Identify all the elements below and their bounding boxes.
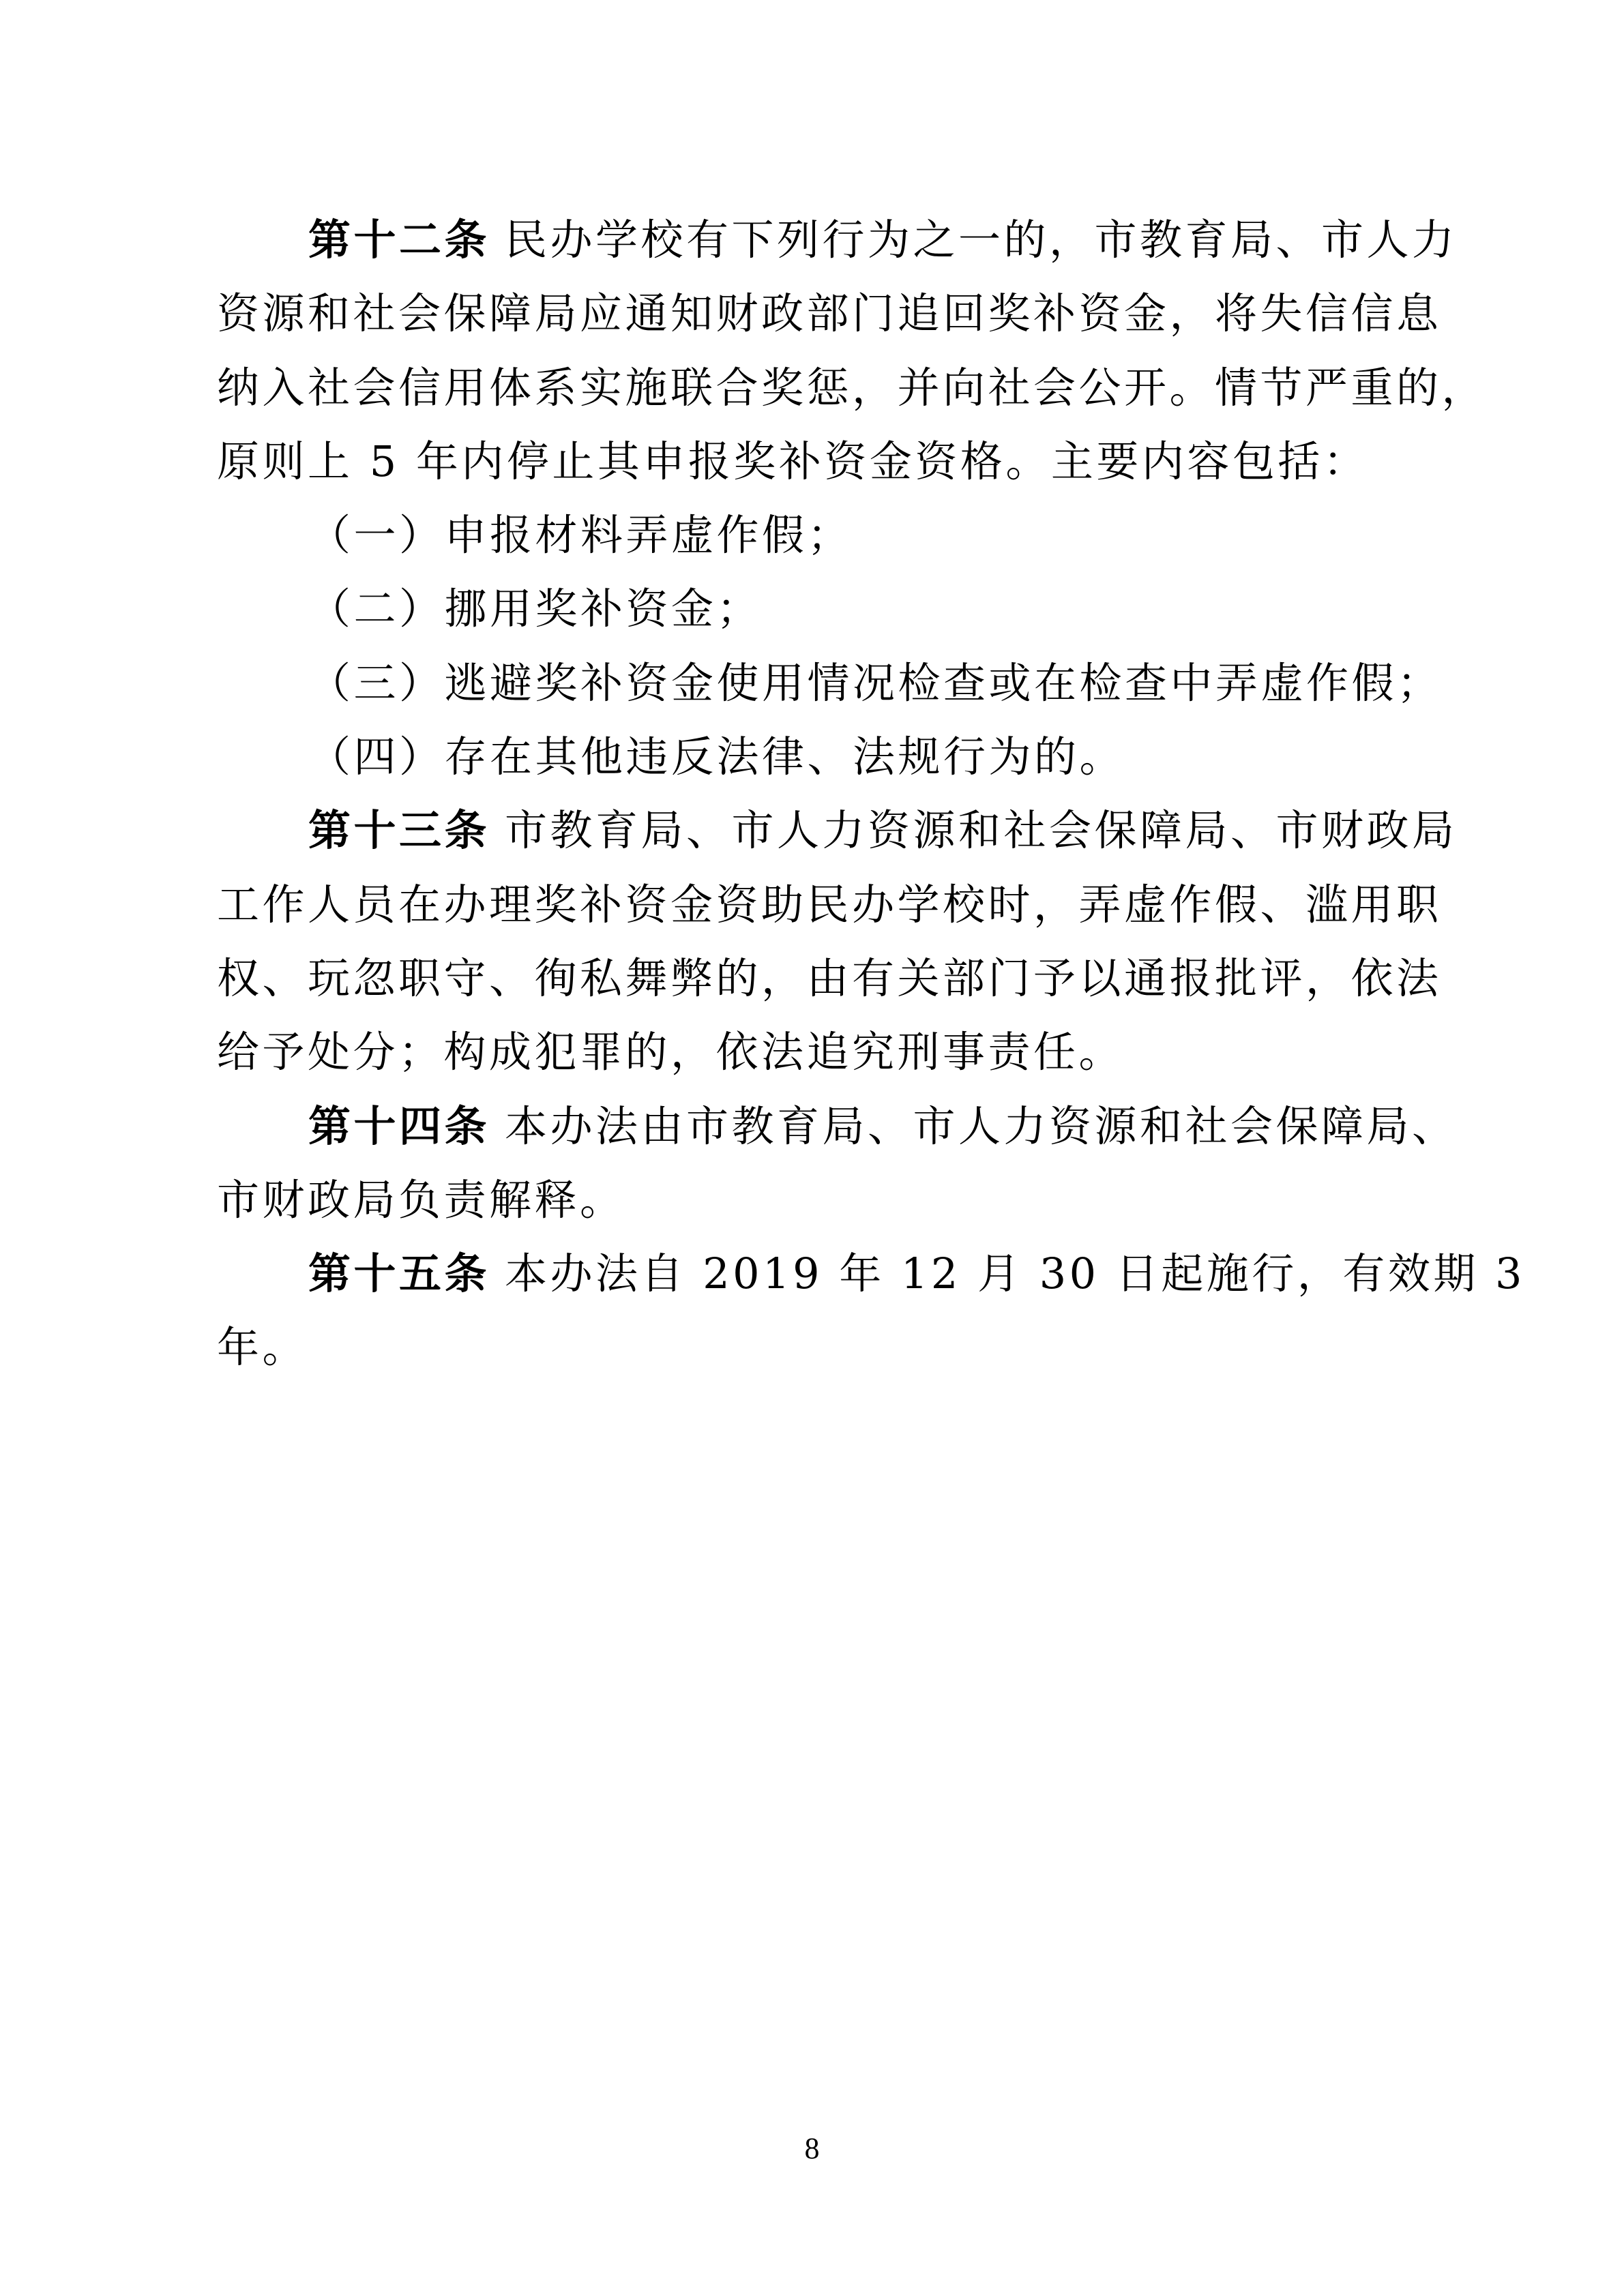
article-first-line: [217, 1090, 1458, 1163]
article-heading: 第十五条: [308, 1249, 490, 1299]
article-line: 资源和社会保障局应通知财政部门追回奖补资金，将失信信息: [217, 288, 1442, 339]
list-item: （四）存在其他违反法律、法规行为的。: [308, 732, 1125, 782]
article-first-line: [217, 1237, 1525, 1311]
article-text: 本办法自 2019 年 12 月 30 日起施行，有效期 3: [505, 1249, 1525, 1299]
page-number: 8: [804, 2132, 820, 2165]
article-line: 工作人员在办理奖补资金资助民办学校时，弄虚作假、滥用职: [217, 879, 1442, 929]
list-item: （二）挪用奖补资金；: [308, 584, 763, 634]
article-line: 市财政局负责解释。: [217, 1174, 625, 1225]
article-heading: 第十四条: [308, 1101, 490, 1151]
list-item: （一）申报材料弄虚作假；: [308, 510, 853, 561]
article-12: [217, 203, 1488, 794]
article-text: 民办学校有下列行为之一的，市教育局、市人力: [505, 215, 1458, 265]
article-14: [217, 1090, 1458, 1238]
article-line: 给予处分；构成犯罪的，依法追究刑事责任。: [217, 1027, 1125, 1077]
article-first-line: [217, 203, 1458, 277]
article-line: 年。: [217, 1322, 308, 1373]
article-heading: 第十三条: [308, 805, 490, 856]
article-heading: 第十二条: [308, 215, 490, 265]
document-body: [217, 203, 1525, 1385]
article-15: [217, 1237, 1525, 1385]
list-item: （三）逃避奖补资金使用情况检查或在检查中弄虚作假；: [308, 657, 1443, 708]
article-13: [217, 794, 1458, 1089]
article-text: 市教育局、市人力资源和社会保障局、市财政局: [505, 805, 1458, 856]
article-line: 纳入社会信用体系实施联合奖惩，并向社会公开。情节严重的，: [217, 362, 1488, 413]
article-line: 原则上 5 年内停止其申报奖补资金资格。主要内容包括：: [217, 436, 1369, 486]
article-text: 本办法由市教育局、市人力资源和社会保障局、: [505, 1101, 1458, 1151]
article-line: 权、玩忽职守、徇私舞弊的，由有关部门予以通报批评，依法: [217, 953, 1442, 1003]
article-first-line: [217, 794, 1458, 867]
